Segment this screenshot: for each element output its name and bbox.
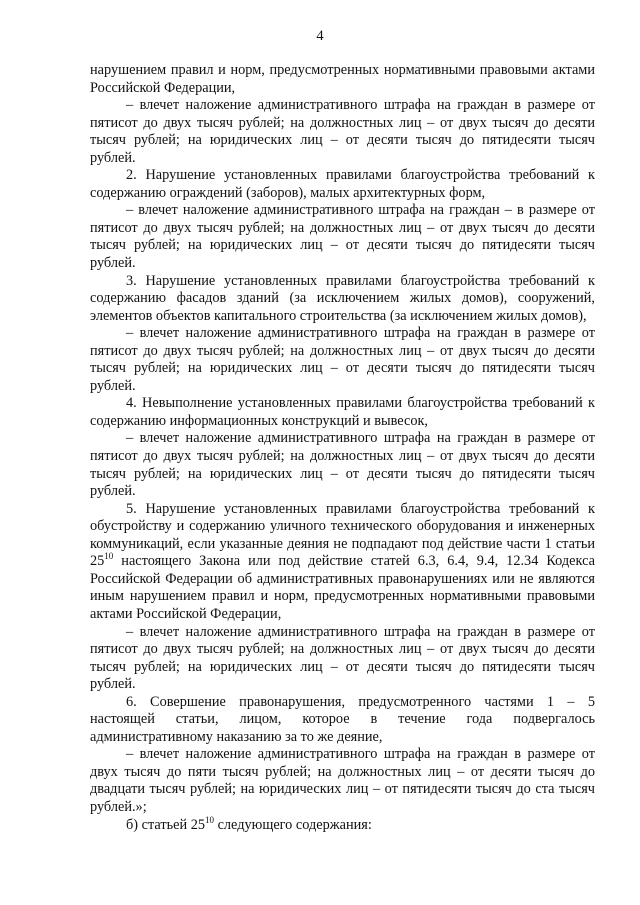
paragraph-subitem-b-text-b: следующего содержания: bbox=[214, 816, 372, 833]
paragraph-penalty-2: – влечет наложение административного штрафа на граждан – в размере от пятисот до двух тысяч рублей; на должностных лиц – от двух тысяч до десяти тысяч рублей; на юридических лиц – от десяти тысяч до пятидесяти тысяч рублей. bbox=[90, 202, 595, 272]
paragraph-penalty-5: – влечет наложение административного штрафа на граждан в размере от пятисот до двух тысяч рублей; на должностных лиц – от двух тысяч до десяти тысяч рублей; на юридических лиц – от десяти тысяч до пятидесяти тысяч рублей. bbox=[90, 623, 595, 693]
paragraph-item-2: 2. Нарушение установленных правилами благоустройства требований к содержанию ограждений (заборов), малых архитектурных форм, bbox=[90, 167, 595, 201]
paragraph-penalty-6: – влечет наложение административного штрафа на граждан в размере от двух тысяч до пяти тысяч рублей; на должностных лиц – от десяти тысяч до двадцати тысяч рублей; на юридических лиц – от пятидесяти тысяч до ста тысяч рублей.»; bbox=[90, 746, 595, 815]
paragraph-item-4: 4. Невыполнение установленных правилами благоустройства требований к содержанию информационных конструкций и вывесок, bbox=[90, 395, 595, 429]
document-body bbox=[90, 62, 595, 834]
paragraph-penalty-3: – влечет наложение административного штрафа на граждан в размере от пятисот до двух тысяч рублей; на должностных лиц – от двух тысяч до десяти тысяч рублей; на юридических лиц – от десяти тысяч до пятидесяти тысяч рублей. bbox=[90, 325, 595, 394]
superscript: 10 bbox=[104, 551, 114, 562]
paragraph-subitem-b bbox=[90, 814, 595, 835]
superscript: 10 bbox=[205, 814, 214, 825]
paragraph-subitem-b-text-a: б) статьей 25 bbox=[126, 816, 205, 833]
paragraph-continuation: нарушением правил и норм, предусмотренных нормативными правовыми актами Российской Федерации, bbox=[90, 62, 595, 96]
paragraph-item-6: 6. Совершение правонарушения, предусмотренного частями 1 – 5 настоящей статьи, лицом, которое в течение года подвергалось административному наказанию за то же деяние, bbox=[90, 693, 595, 745]
paragraph-penalty-4: – влечет наложение административного штрафа на граждан в размере от пятисот до двух тысяч рублей; на должностных лиц – от двух тысяч до десяти тысяч рублей; на юридических лиц – от десяти тысяч до пятидесяти тысяч рублей. bbox=[90, 430, 595, 500]
paragraph-item-5-text-a: 5. Нарушение установленных правилами благоустройства требований к обустройству и содержанию уличного технического оборудования и инженерных коммуникаций, если указанные деяния не подпадают под действие части 1 статьи 25 bbox=[90, 500, 595, 570]
paragraph-item-5 bbox=[90, 501, 595, 624]
page-number: 4 bbox=[316, 28, 324, 44]
paragraph-penalty-1: – влечет наложение административного штрафа на граждан в размере от пятисот до двух тысяч рублей; на должностных лиц – от двух тысяч до десяти тысяч рублей; на юридических лиц – от десяти тысяч до пятидесяти тысяч рублей. bbox=[90, 97, 595, 166]
paragraph-item-5-text-b: настоящего Закона или под действие статей 6.3, 6.4, 9.4, 12.34 Кодекса Российской Федерации об административных правонарушениях или не являются иным нарушением правил и норм, предусмотренных нормативными правовыми актами Российской Федерации, bbox=[90, 553, 595, 622]
paragraph-item-3: 3. Нарушение установленных правилами благоустройства требований к содержанию фасадов зданий (за исключением жилых домов), сооружений, элементов объектов капитального строительства (за исключением жилых домов), bbox=[90, 272, 595, 324]
